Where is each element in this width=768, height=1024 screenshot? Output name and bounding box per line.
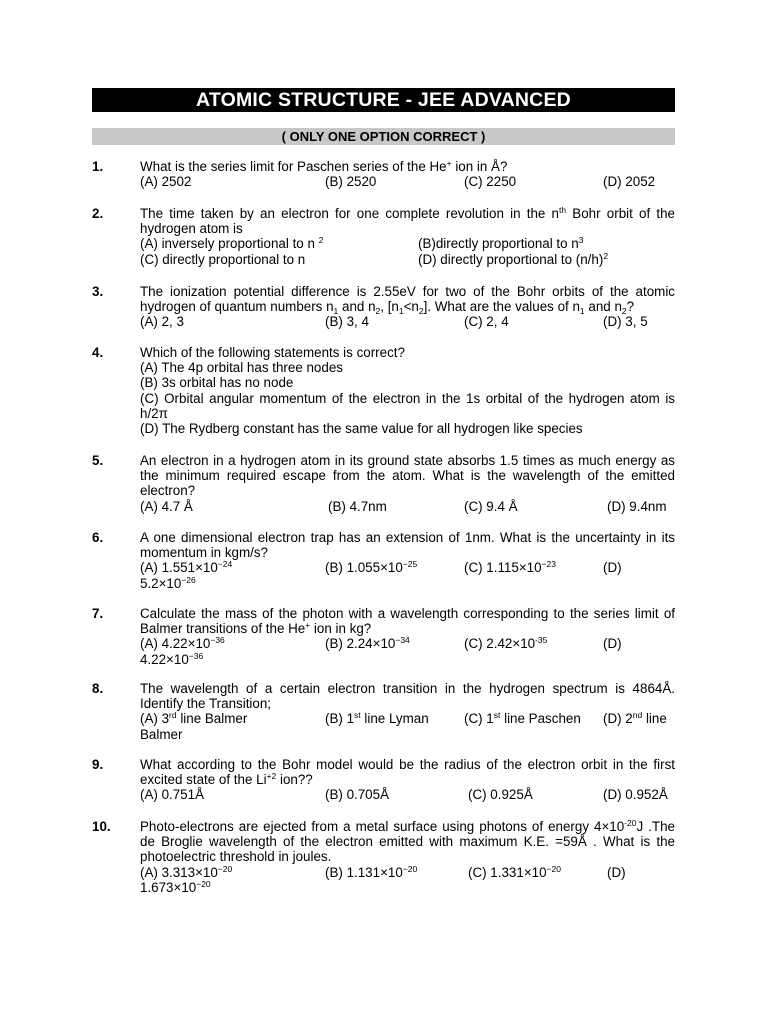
option-b: (B) $1.131\times 10^{-20}$ — [325, 863, 418, 880]
option-d: (D) — [603, 636, 622, 652]
question-number: 8. — [92, 681, 104, 696]
option-b: (B) $1.055\times 10^{-25}$ — [325, 559, 418, 576]
option-b: (B) 2520 — [325, 174, 377, 190]
question-stem: Photo-electrons are ejected from a metal surface using photons of energy $4\times 10^{-20}J$ .The de Broglie wavelength of the electron emitted with maximum K.E. =59Å . What is the photoelectric threshold in joules. — [140, 818, 675, 865]
option-a: (A) 2502 — [140, 174, 192, 190]
option-d: (D) The Rydberg constant has the same value for all hydrogen like species — [140, 421, 583, 437]
section-subtitle: ( ONLY ONE OPTION CORRECT ) — [92, 128, 675, 145]
option-c: (C) Orbital angular momentum of the electron in the 1s orbital of the hydrogen atom is h/2π — [140, 390, 675, 421]
option-a: (A) $3.313\times 10^{-20}$ — [140, 863, 233, 880]
option-b: (B) 3, 4 — [325, 314, 369, 330]
options-row — [140, 314, 675, 329]
options-row — [140, 636, 675, 651]
question-number: 6. — [92, 530, 104, 545]
question-number: 4. — [92, 345, 104, 360]
option-a: (A) $1.551\times 10^{-24}$ — [140, 559, 233, 576]
option-d: (D) 2052 — [603, 174, 656, 190]
question-7 — [92, 606, 675, 667]
options-row — [140, 865, 675, 880]
question-number: 2. — [92, 206, 104, 221]
question-stem: What is the series limit for Paschen series of the He+ ion in Å? — [140, 158, 508, 174]
option-c: (C) $1.115\times 10^{-23}$ — [464, 559, 556, 576]
options-row — [140, 174, 675, 189]
question-number: 3. — [92, 284, 104, 299]
option-c: (C) $2.42\times 10^{-35}$ — [464, 635, 548, 652]
option-c: (C) 0.925Å — [468, 787, 533, 803]
options-row — [140, 236, 675, 251]
options-row — [140, 499, 675, 514]
question-8 — [92, 681, 675, 742]
option-d: (D) 0.952Å — [603, 787, 668, 803]
option-c: (C) 9.4 Å — [464, 498, 518, 514]
option-d: (D) directly proportional to $(n/h)^2$ — [418, 250, 609, 267]
options-row — [140, 252, 675, 267]
question-number: 1. — [92, 159, 104, 174]
option-c: (C) directly proportional to n — [140, 251, 306, 267]
question-10 — [92, 819, 675, 895]
option-c: (C) 1st line Paschen — [464, 710, 581, 727]
question-5 — [92, 453, 675, 514]
option-a: (A) 4.7 Å — [140, 498, 193, 514]
option-d-continuation: Balmer — [140, 726, 183, 742]
option-d-value: $4.22\times 10^{-36}$ — [140, 650, 204, 667]
options-row — [140, 560, 675, 575]
question-stem: A one dimensional electron trap has an extension of 1nm. What is the uncertainty in its momentum in kgm/s? — [140, 530, 675, 561]
question-number: 10. — [92, 819, 111, 834]
question-stem: Which of the following statements is correct? — [140, 345, 405, 360]
question-4 — [92, 345, 675, 436]
option-d-value: $5.2\times 10^{-26}$ — [140, 574, 196, 591]
question-6 — [92, 530, 675, 591]
question-stem: An electron in a hydrogen atom in its ground state absorbs 1.5 times as much energy as the minimum required escape from the atom. What is the wavelength of the emitted electron? — [140, 453, 675, 499]
question-number: 5. — [92, 453, 104, 468]
options-row — [140, 787, 675, 802]
option-b: (B) 4.7nm — [328, 498, 387, 514]
question-2 — [92, 206, 675, 267]
option-a: (A) inversely proportional to n $^2$ — [140, 235, 324, 252]
option-b: (B) 0.705Å — [325, 787, 390, 803]
option-d: (D) 2nd line — [603, 710, 667, 727]
option-d: (D) 3, 5 — [603, 314, 648, 330]
question-3 — [92, 284, 675, 330]
option-d: (D) — [607, 864, 626, 880]
question-number: 7. — [92, 606, 104, 621]
options-row — [140, 711, 675, 726]
option-c: (C) $1.331\times 10^{-20}$ — [468, 863, 561, 880]
option-d: (D) 9.4nm — [607, 498, 667, 514]
option-c: (C) 2250 — [464, 174, 517, 190]
question-stem: The wavelength of a certain electron transition in the hydrogen spectrum is 4864Å. Identify the Transition; — [140, 681, 675, 712]
option-d-value: $1.673\times 10^{-20}$ — [140, 878, 211, 895]
option-b: (B) 3s orbital has no node — [140, 375, 294, 391]
option-c: (C) 2, 4 — [464, 314, 509, 330]
question-number: 9. — [92, 757, 104, 772]
question-9 — [92, 757, 675, 803]
question-stem: The time taken by an electron for one complete revolution in the $n^{th}$ Bohr orbit of the hydrogen atom is — [140, 205, 676, 237]
option-d: (D) — [603, 560, 622, 576]
option-a: (A) $4.22\times 10^{-36}$ — [140, 635, 225, 652]
question-stem: The ionization potential difference is 2.55eV for two of the Bohr orbits of the atomic hydrogen of quantum numbers $n_1$ and $n_2$, $[n_1<n_2]$. What are the values of $n_1$ and $n_2$? — [140, 284, 675, 317]
option-a: (A) 0.751Å — [140, 787, 205, 803]
option-a: (A) 2, 3 — [140, 314, 184, 330]
option-b: (B)directly proportional to $n^3$ — [418, 235, 584, 252]
option-a: (A) The 4p orbital has three nodes — [140, 360, 343, 376]
question-stem: Calculate the mass of the photon with a wavelength corresponding to the series limit of Balmer transitions of the He+ ion in kg? — [140, 606, 675, 637]
option-a: (A) 3rd line Balmer — [140, 710, 248, 727]
option-b: (B) $2.24\times 10^{-34}$ — [325, 635, 410, 652]
question-1 — [92, 159, 675, 189]
option-b: (B) 1st line Lyman — [325, 710, 429, 727]
page-title: ATOMIC STRUCTURE - JEE ADVANCED — [92, 88, 675, 112]
question-stem: What according to the Bohr model would be the radius of the electron orbit in the first excited state of the $Li^{+2}$ ion?? — [140, 757, 675, 788]
